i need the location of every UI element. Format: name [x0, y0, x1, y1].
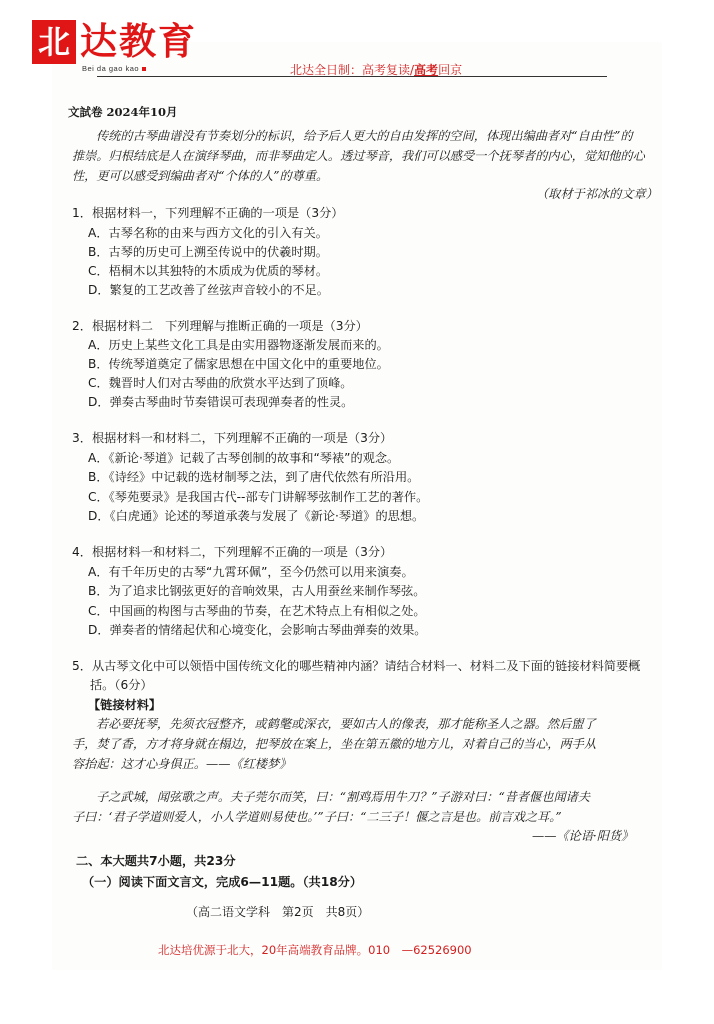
- logo-square-icon: [142, 67, 146, 71]
- question-4-stem: 4．根据材料一和材料二，下列理解不正确的一项是（3分）: [72, 545, 393, 559]
- link-material-line: 子之武城，闻弦歌之声。夫子莞尔而笑，曰：“割鸡焉用牛刀？”子游对曰：“昔者偃也闻诸夫: [96, 790, 591, 804]
- footer-ad: 北达培优源于北大，20年高端教育品牌。010 —62526900: [158, 943, 472, 957]
- question-5-stem-cont: 括。（6分）: [90, 678, 153, 692]
- question-4-option-a: A．有千年历史的古琴“九霄环佩”，至今仍然可以用来演奏。: [88, 565, 414, 579]
- exam-meta: 文試卷 2024年10月: [68, 105, 178, 119]
- header-tagline: 北达全日制：高考复读/高考回京: [290, 63, 463, 77]
- question-4-option-b: B．为了追求比钢弦更好的音响效果，古人用蚕丝来制作琴弦。: [88, 584, 426, 598]
- question-3-option-a: A．《新论·琴道》记载了古琴创制的故事和“琴裱”的观念。: [88, 451, 400, 465]
- passage-line: 传统的古琴曲谱没有节奏划分的标识，给予后人更大的自由发挥的空间，体现出编曲者对“自由性”的: [96, 129, 633, 143]
- link-material-line: 容抬起：这才心身俱正。——《红楼梦》: [72, 757, 292, 771]
- link-material-line: 若必要抚琴，先须衣冠整齐，或鹤氅或深衣，要如古人的像表，那才能称圣人之器。然后盥了: [96, 717, 596, 731]
- question-3-option-d: D．《白虎通》论述的琴道承袭与发展了《新论·琴道》的思想。: [88, 509, 425, 523]
- logo-mark: 北: [32, 20, 76, 64]
- question-4-option-c: C．中国画的构图与古琴曲的节奏，在艺术特点上有相似之处。: [88, 604, 426, 618]
- question-3-option-c: C．《琴苑要录》是我国古代--部专门讲解琴弦制作工艺的著作。: [88, 490, 429, 504]
- link-material-line: 子曰：‘君子学道则爱人，小人学道则易使也。’”子曰：“二三子！偃之言是也。前言戏之耳。”: [72, 810, 562, 824]
- question-1-option-a: A．古琴名称的由来与西方文化的引入有关。: [88, 226, 328, 240]
- question-2-option-d: D．弹奏古琴曲时节奏错误可表现弹奏者的性灵。: [88, 395, 354, 409]
- passage-line: 推崇。归根结底是人在演绎琴曲，而非琴曲定人。透过琴音，我们可以感受一个抚琴者的内心，觉知他的心: [72, 149, 645, 163]
- link-material-source: ——《论语·阳货》: [532, 829, 634, 843]
- brand-logo: [32, 20, 204, 78]
- question-2-option-b: B．传统琴道奠定了儒家思想在中国文化中的重要地位。: [88, 357, 389, 371]
- question-3-option-b: B．《诗经》中记载的选材制琴之法，到了唐代依然有所沿用。: [88, 470, 420, 484]
- question-2-option-c: C．魏晋时人们对古琴曲的欣赏水平达到了顶峰。: [88, 376, 353, 390]
- section-2-title: 二、本大题共7小题，共23分: [76, 854, 236, 868]
- section-2-subtitle: （一）阅读下面文言文，完成6—11题。（共18分）: [82, 875, 363, 889]
- question-1-option-c: C．梧桐木以其独特的木质成为优质的琴材。: [88, 264, 329, 278]
- question-1-stem: 1．根据材料一，下列理解不正确的一项是（3分）: [72, 206, 344, 220]
- question-1-option-d: D．繁复的工艺改善了丝弦声音较小的不足。: [88, 283, 329, 297]
- logo-name: 达教育: [80, 19, 197, 63]
- question-1-option-b: B．古琴的历史可上溯至传说中的伏羲时期。: [88, 245, 328, 259]
- page-number: （高二语文学科 第2页 共8页）: [186, 905, 370, 919]
- question-4-option-d: D．弹奏者的情绪起伏和心境变化，会影响古琴曲弹奏的效果。: [88, 623, 427, 637]
- header-divider: [97, 76, 607, 77]
- question-2-stem: 2．根据材料二 下列理解与推断正确的一项是（3分）: [72, 319, 368, 333]
- question-2-option-a: A．历史上某些文化工具是由实用器物逐渐发展而来的。: [88, 338, 389, 352]
- passage-source: （取材于祁冰的文章）: [536, 187, 658, 201]
- question-5-stem: 5．从古琴文化中可以领悟中国传统文化的哪些精神内涵？请结合材料一、材料二及下面的链接材料简要概: [72, 659, 641, 673]
- link-material-title: 【链接材料】: [88, 698, 162, 712]
- logo-pinyin: Bei da gao kao: [82, 64, 146, 73]
- link-material-line: 手，焚了香，方才将身就在榻边，把琴放在案上，坐在第五徽的地方儿，对着自己的当心，两手从: [72, 737, 597, 751]
- passage-line: 性，更可以感受到编曲者对“个体的人”的尊重。: [72, 169, 329, 183]
- question-3-stem: 3．根据材料一和材料二，下列理解不正确的一项是（3分）: [72, 431, 393, 445]
